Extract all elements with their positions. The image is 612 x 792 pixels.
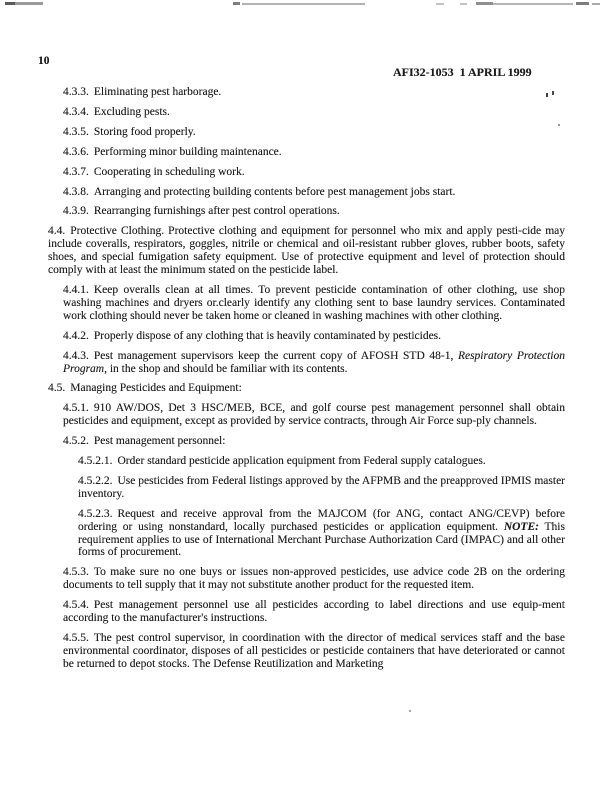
scan-artifact [576,2,589,5]
paragraph-number: 4.5.1. [63,402,89,415]
paragraph-4-3-6 [63,146,565,159]
paragraph-text: The pest control supervisor, in coordination with the director of medical services staff and the base environmental coordinator, disposes of all pesticides or pesticide containers that have deteriorated or cannot be returned to depot stocks. The Defense Reutilization and Marketing [63,632,565,670]
scan-artifact [436,3,444,5]
paragraph-4-3-3 [63,86,565,99]
document-body [48,86,565,671]
document-header: AFI32-1053 1 APRIL 1999 [393,65,532,79]
scan-artifact [493,3,573,5]
paragraph-4-3-9 [63,205,565,218]
paragraph-number: 4.3.7. [63,165,89,178]
paragraph-text: Order standard pesticide application equipment from Federal supply catalogues. [117,455,486,468]
scan-artifact [15,2,43,5]
paragraph-4-4-2 [63,330,565,343]
paragraph-4-5 [48,382,565,395]
paragraph-number: 4.3.8. [63,185,89,198]
paragraph-4-5-1 [63,402,565,428]
paragraph-number: 4.3.5. [63,125,89,138]
paragraph-text: This requirement applies to use of International Merchant Purchase Authorization Card (IMPAC) and all other forms of procurement. [78,520,565,559]
paragraph-4-4 [48,225,565,277]
paragraph-text: Performing minor building maintenance. [93,145,282,158]
paragraph-4-5-3 [63,566,565,592]
paragraph-4-4-3 [63,350,565,376]
paragraph-4-5-2-2 [78,475,565,501]
scan-artifact [460,3,467,5]
paragraph-text: NOTE: [503,520,539,533]
paragraph-number: 4.5.5. [63,632,89,644]
paragraph-text: Protective Clothing. Protective clothing and equipment for personnel who mix and apply pesti-cide may include coveralls, respirators, goggles, nitrile or chemical and oil-resistant rubber gloves, rubber boots, safety shoes, and special fumigation safety equipment. Use of protective equipment and level of protection should comply with at least the minimum stated on the pesticide label. [48,225,565,277]
paragraph-text: , in the shop and should be familiar with its contents. [104,362,348,375]
paragraph-text: Request and receive approval from the MAJCOM (for ANG, contact ANG/CEVP) before ordering or using nonstandard, locally purchased pesticides or application equipment. [78,507,565,533]
paragraph-text: 910 AW/DOS, Det 3 HSC/MEB, BCE, and golf course pest management personnel shall obtain pesticides and equipment, except as provided by service contracts, through Air Force sup-ply channels. [63,402,565,428]
paragraph-text: Properly dispose of any clothing that is heavily contaminated by pesticides. [93,329,442,342]
paragraph-4-4-1 [63,284,565,323]
paragraph-number: 4.4.2. [63,329,89,342]
paragraph-text: Storing food properly. [93,125,196,138]
paragraph-number: 4.5. [48,382,66,395]
paragraph-number: 4.5.2.1. [78,455,113,468]
paragraph-4-3-4 [63,106,565,119]
paragraph-number: 4.3.9. [63,205,89,218]
scan-artifact [5,2,15,5]
paragraph-number: 4.5.2. [63,435,89,448]
paragraph-4-5-2 [63,435,565,448]
paragraph-number: 4.4.1. [63,283,89,296]
paragraph-number: 4.4.3. [63,349,89,362]
paragraph-4-5-2-1 [78,455,565,468]
paragraph-number: 4.3.6. [63,145,89,158]
paragraph-text: Managing Pesticides and Equipment: [70,382,242,395]
paragraph-text: Arranging and protecting building contents before pest management jobs start. [93,185,456,198]
paragraph-text: Keep overalls clean at all times. To prevent pesticide contamination of other clothing, use shop washing machines and dryers or.clearly identify any clothing sent to base laundry services. Contaminated work clothing should never be taken home or cleaned in washing machines with other clothing. [63,283,565,322]
paragraph-text: Pest management supervisors keep the current copy of AFOSH STD 48-1, [93,349,458,362]
paragraph-4-5-4 [63,599,565,625]
paragraph-text: Eliminating pest harborage. [93,86,222,98]
page-number: 10 [38,55,50,67]
paragraph-text: Use pesticides from Federal listings approved by the AFPMB and the preapproved IPMIS master inventory. [78,474,565,500]
paragraph-text: To make sure no one buys or issues non-approved pesticides, use advice code 2B on the ordering documents to tell supply that it may not substitute another product for the requested item. [63,566,565,592]
paragraph-number: 4.5.2.2. [78,474,113,487]
paragraph-number: 4.5.3. [63,566,89,579]
paragraph-text: Excluding pests. [93,105,170,118]
paragraph-number: 4.5.2.3. [78,507,113,520]
scan-speck [409,710,411,712]
paragraph-text: Cooperating in scheduling work. [93,165,245,178]
scan-artifact [476,2,493,5]
paragraph-number: 4.3.4. [63,105,89,118]
paragraph-4-3-7 [63,166,565,179]
paragraph-text: Pest management personnel: [93,435,226,448]
paragraph-number: 4.3.3. [63,86,89,98]
paragraph-number: 4.4. [48,225,66,238]
paragraph-text: Respiratory Protection Program [63,349,565,375]
scan-artifact [592,3,600,5]
paragraph-4-3-5 [63,126,565,139]
paragraph-number: 4.5.4. [63,599,89,612]
scan-artifact [242,3,365,5]
paragraph-4-5-5 [63,632,565,671]
scan-artifact [233,2,240,5]
paragraph-4-3-8 [63,186,565,199]
paragraph-4-5-2-3 [78,508,565,560]
paragraph-text: Rearranging furnishings after pest control operations. [93,205,340,218]
paragraph-text: Pest management personnel use all pesticides according to label directions and use equip-ment according to the manufacturer's instructions. [63,599,565,625]
